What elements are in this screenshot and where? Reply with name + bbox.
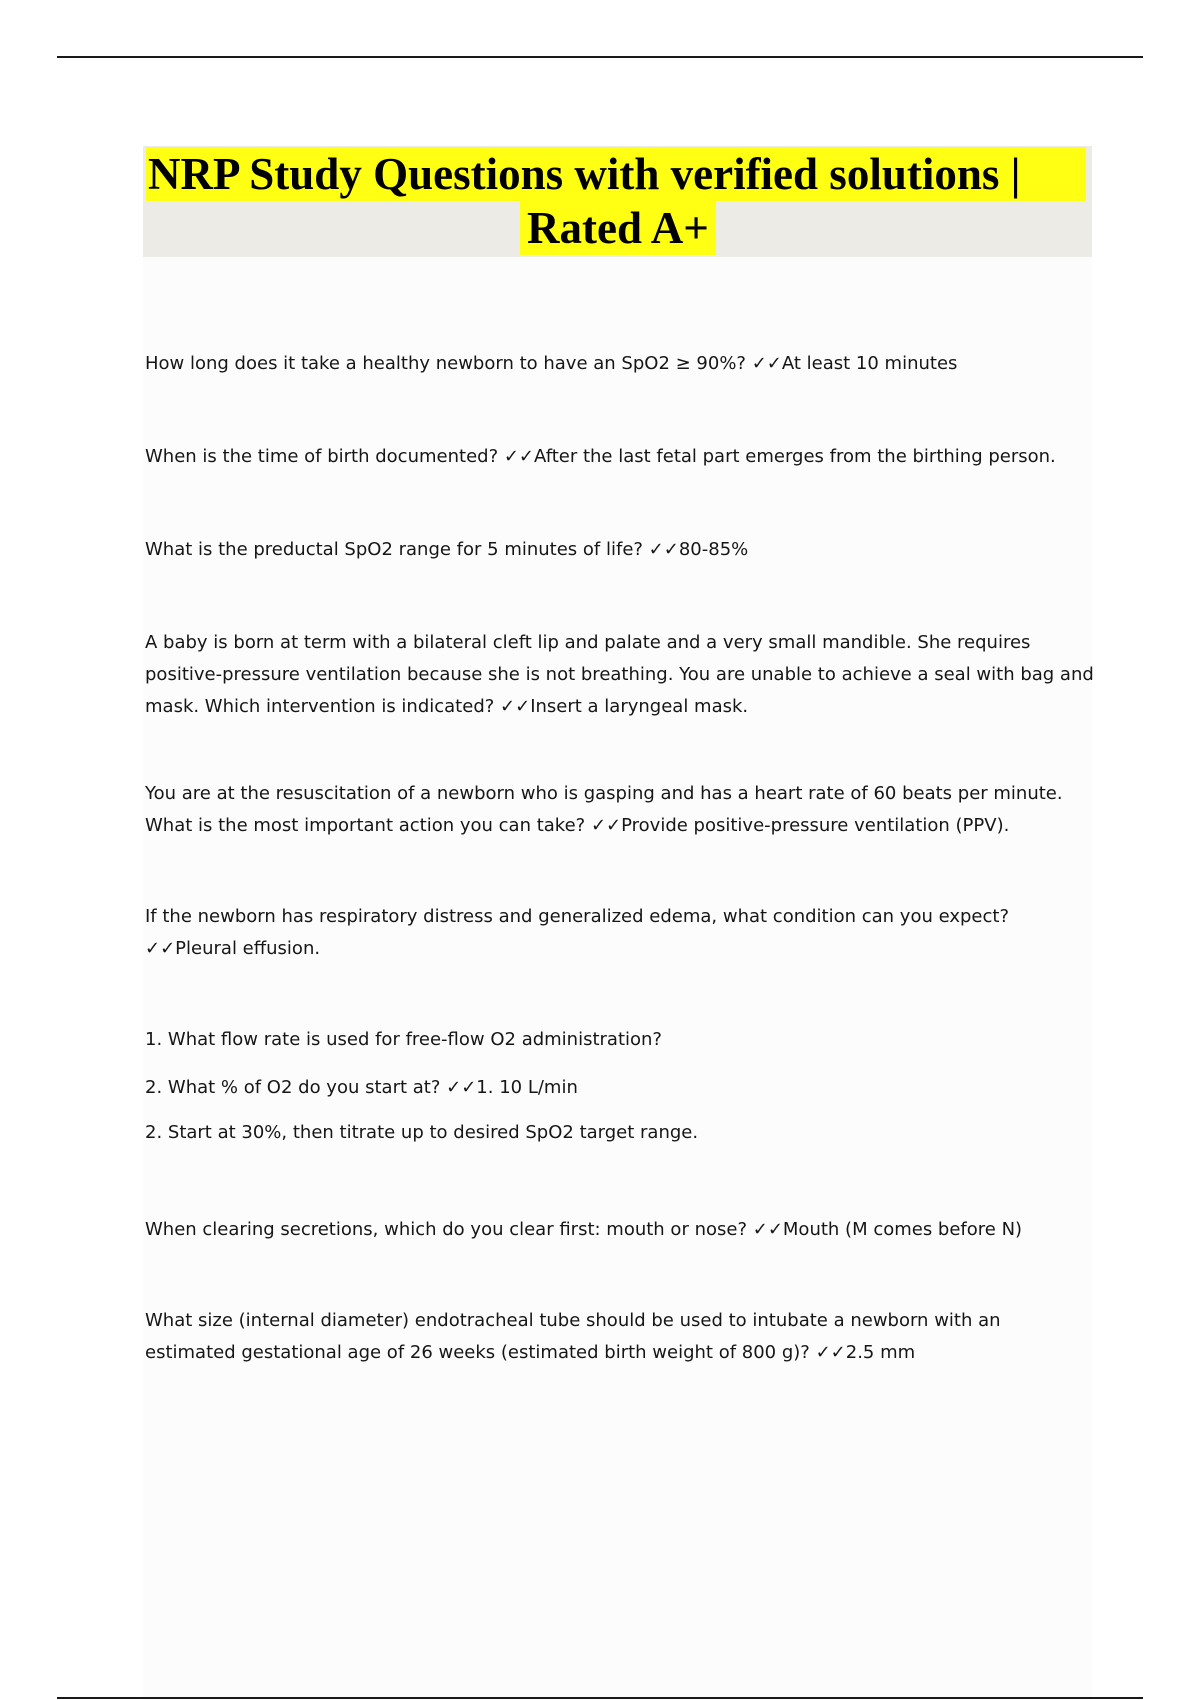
answer-text: 1. 10 L/min	[476, 1077, 578, 1098]
question-text: 2. What % of O2 do you start at?	[145, 1077, 447, 1098]
answer-text: Insert a laryngeal mask.	[530, 696, 749, 717]
check-icon: ✓✓	[752, 1219, 783, 1240]
question-text: A baby is born at term with a bilateral cleft lip and palate and a very small mandible. She requires positive-pressure ventilation because she is not breathing. You are unable to achieve a seal with bag and mask. Which intervention is indicated?	[145, 632, 1094, 717]
document-title-line-2: Rated A+	[520, 201, 716, 255]
check-icon: ✓✓	[815, 1342, 846, 1363]
qa-item-4	[145, 627, 1095, 723]
qa-item-6	[145, 901, 1095, 965]
qa-item-1	[145, 348, 1095, 380]
question-text: You are at the resuscitation of a newborn who is gasping and has a heart rate of 60 beats per minute. What is the most important action you can take?	[145, 783, 1063, 836]
answer-text: After the last fetal part emerges from the birthing person.	[534, 446, 1056, 467]
qa-item-2	[145, 441, 1095, 473]
answer-text: Pleural effusion.	[175, 938, 321, 959]
question-text: What size (internal diameter) endotracheal tube should be used to intubate a newborn with an estimated gestational age of 26 weeks (estimated birth weight of 800 g)?	[145, 1310, 1001, 1363]
check-icon: ✓✓	[145, 938, 176, 959]
question-line-1: 1. What flow rate is used for free-flow O2 administration?	[145, 1029, 662, 1050]
answer-text: Provide positive-pressure ventilation (PPV).	[621, 815, 1010, 836]
check-icon: ✓✓	[503, 446, 535, 467]
qa-item-8	[145, 1214, 1095, 1246]
check-icon: ✓✓	[648, 539, 679, 560]
qa-item-7	[145, 1024, 1095, 1149]
document-title-line-1: NRP Study Questions with verified solutions |	[146, 147, 1086, 201]
question-text: When is the time of birth documented?	[145, 446, 504, 467]
check-icon: ✓✓	[751, 353, 782, 374]
question-line-2	[145, 1072, 1095, 1104]
answer-text: 80-85%	[678, 539, 749, 560]
answer-text: At least 10 minutes	[781, 353, 958, 374]
answer-text: Mouth (M comes before N)	[782, 1219, 1023, 1240]
answer-text: 2.5 mm	[845, 1342, 916, 1363]
check-icon: ✓✓	[500, 696, 531, 717]
check-icon: ✓✓	[446, 1077, 477, 1098]
footer-rule	[57, 1697, 1143, 1699]
check-icon: ✓✓	[590, 815, 622, 836]
question-text: How long does it take a healthy newborn to have an SpO2 ≥ 90%?	[145, 353, 752, 374]
qa-item-3	[145, 534, 1095, 566]
question-text: What is the preductal SpO2 range for 5 minutes of life?	[145, 539, 649, 560]
question-text: If the newborn has respiratory distress and generalized edema, what condition can you expect?	[145, 906, 1010, 927]
qa-item-5	[145, 778, 1095, 842]
answer-line-2: 2. Start at 30%, then titrate up to desired SpO2 target range.	[145, 1122, 699, 1143]
header-rule	[57, 56, 1143, 58]
qa-item-9	[145, 1305, 1095, 1369]
question-text: When clearing secretions, which do you clear first: mouth or nose?	[145, 1219, 753, 1240]
